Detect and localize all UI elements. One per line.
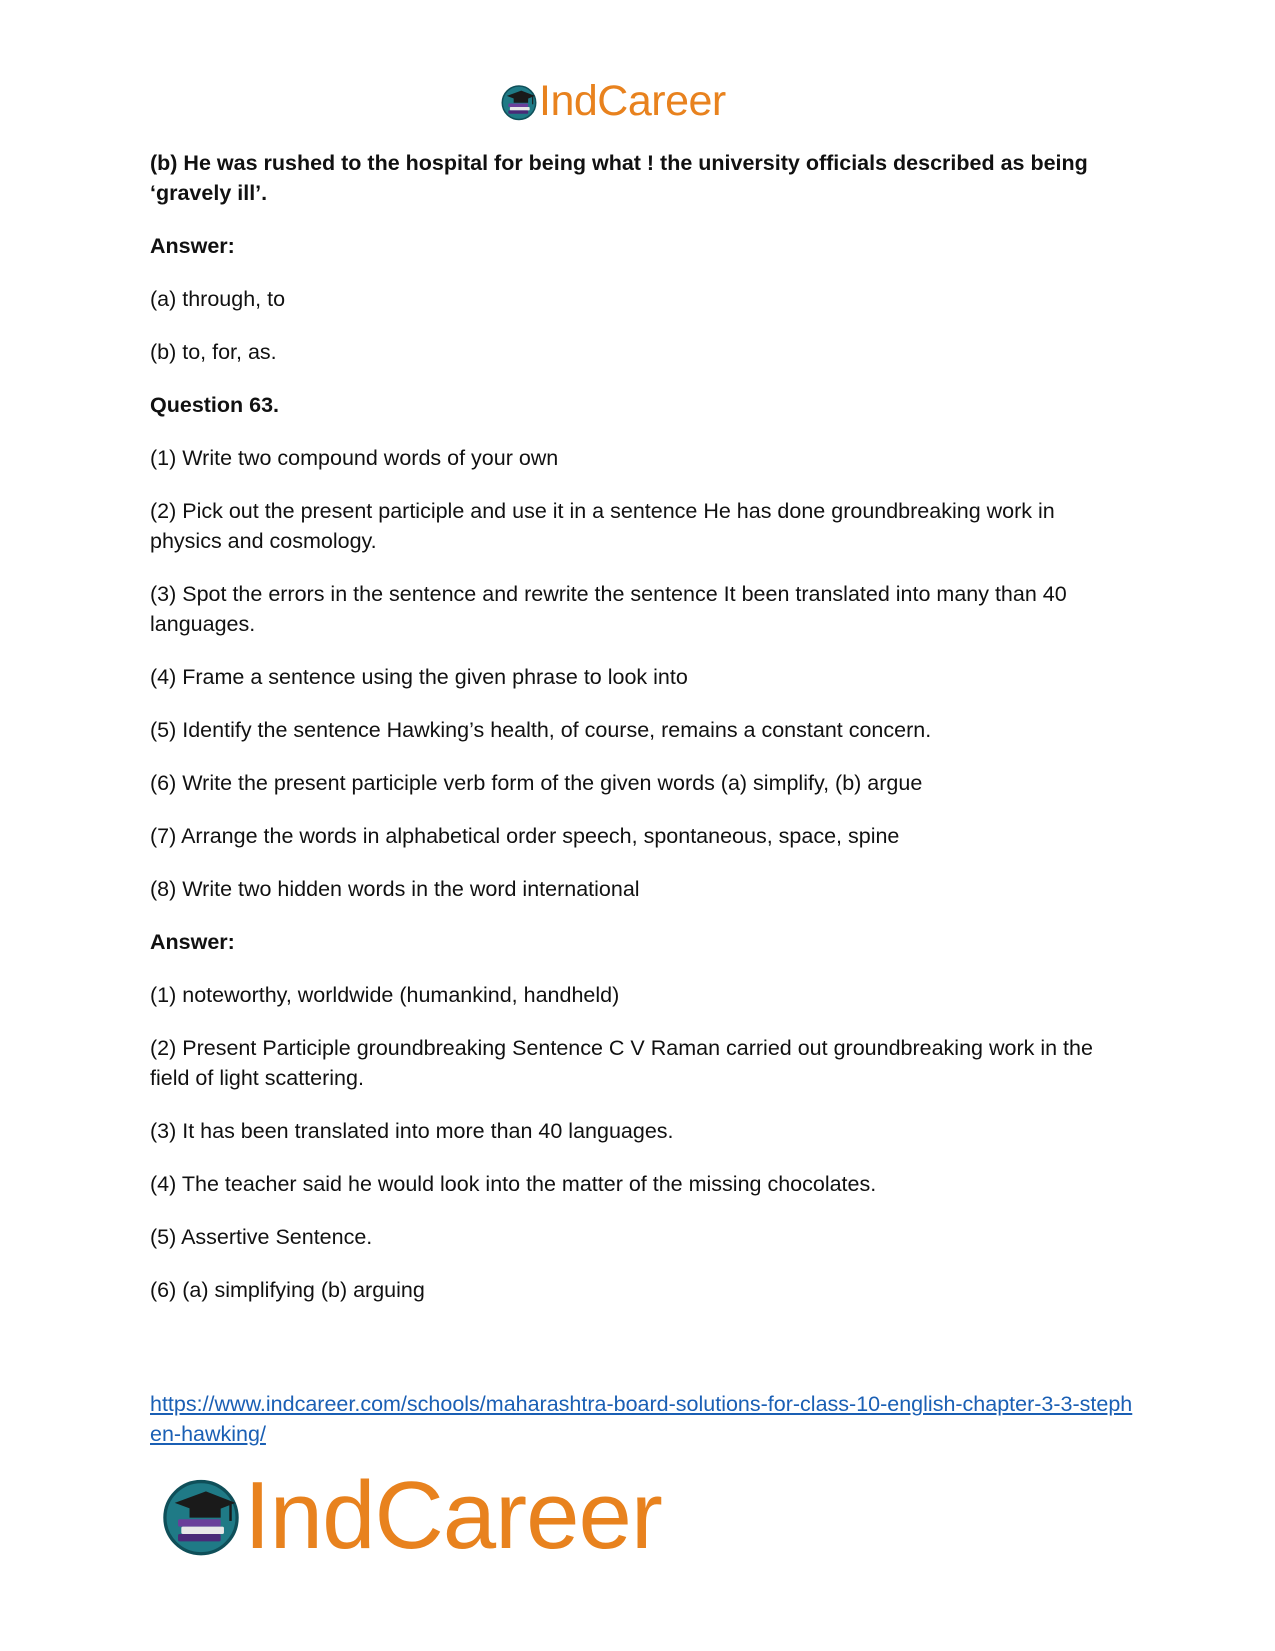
paragraph-text: (8) Write two hidden words in the word international xyxy=(150,877,640,901)
document-body xyxy=(150,148,1130,1328)
paragraph-text: (6) Write the present participle verb form of the given words (a) simplify, (b) argue xyxy=(150,771,923,795)
header-logo xyxy=(500,77,726,125)
paragraph-text: (6) (a) simplifying (b) arguing xyxy=(150,1278,425,1302)
paragraph-text: (2) Present Participle groundbreaking Sentence C V Raman carried out groundbreaking work in the field of light scattering. xyxy=(150,1036,1093,1090)
brand-name: IndCareer xyxy=(244,1462,662,1569)
paragraph-text: (5) Assertive Sentence. xyxy=(150,1225,373,1249)
heading-text: (b) He was rushed to the hospital for being what ! the university officials described as being ‘gravely ill’. xyxy=(150,151,1088,205)
paragraph-text: (2) Pick out the present participle and use it in a sentence He has done groundbreaking work in physics and cosmology. xyxy=(150,499,1055,553)
paragraph-text: (4) The teacher said he would look into the matter of the missing chocolates. xyxy=(150,1172,877,1196)
paragraph-text: (3) It has been translated into more than 40 languages. xyxy=(150,1119,674,1143)
brand-name: IndCareer xyxy=(539,77,726,125)
footer-logo xyxy=(160,1462,662,1569)
paragraph-text: (a) through, to xyxy=(150,287,286,311)
source-link[interactable]: https://www.indcareer.com/schools/maharashtra-board-solutions-for-class-10-english-chapter-3-3-stephen-hawking/ xyxy=(150,1392,1133,1446)
paragraph-text: (1) noteworthy, worldwide (humankind, handheld) xyxy=(150,983,620,1007)
heading-text: Answer: xyxy=(150,930,235,954)
paragraph-text: (7) Arrange the words in alphabetical order speech, spontaneous, space, spine xyxy=(150,824,900,848)
paragraph-text: (4) Frame a sentence using the given phrase to look into xyxy=(150,665,688,689)
heading-text: Answer: xyxy=(150,234,235,258)
paragraph-text: (b) to, for, as. xyxy=(150,340,277,364)
heading-text: Question 63. xyxy=(150,393,280,417)
paragraph-text: (3) Spot the errors in the sentence and rewrite the sentence It been translated into many than 40 languages. xyxy=(150,582,1067,636)
paragraph-text: (5) Identify the sentence Hawking’s health, of course, remains a constant concern. xyxy=(150,718,932,742)
graduation-cap-books-globe-icon xyxy=(500,83,538,121)
paragraph-text: (1) Write two compound words of your own xyxy=(150,446,559,470)
graduation-cap-books-globe-icon xyxy=(160,1475,242,1557)
